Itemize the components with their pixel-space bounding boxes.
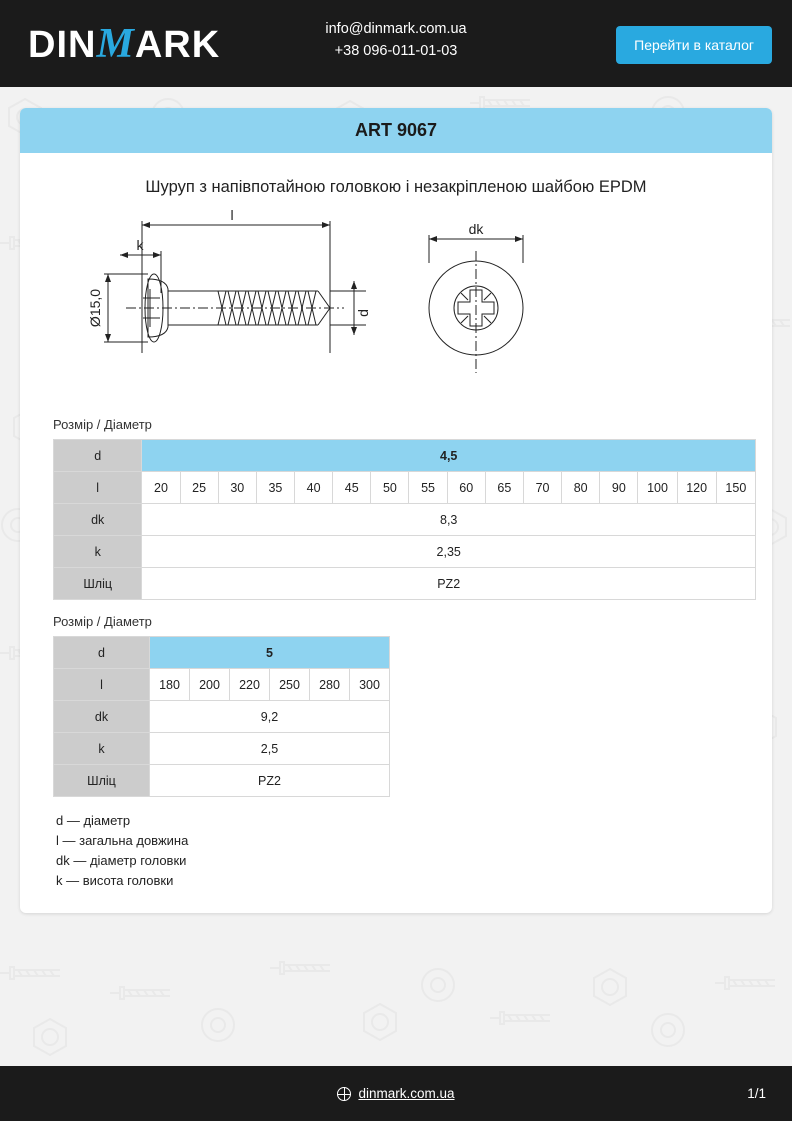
cell-l-12: 90 [600,472,638,504]
legend [56,811,756,891]
footer-site[interactable] [337,1086,454,1101]
table-row [54,765,390,797]
cell-l-9: 65 [485,472,523,504]
cell-l-13: 100 [638,472,677,504]
row-header-dk: dk [54,701,150,733]
cell-l-7: 55 [409,472,447,504]
row-header-l: l [54,472,142,504]
cell-l-10: 70 [523,472,561,504]
cell-dk-value: 9,2 [150,701,390,733]
row-header-dk: dk [54,504,142,536]
dim-label-d: d [355,309,371,317]
table-row [54,504,756,536]
cell-l-4: 40 [295,472,333,504]
cell-d-value: 4,5 [142,440,756,472]
dimensions-table-2 [53,636,390,797]
cell-k-value: 2,5 [150,733,390,765]
page-header [0,0,792,87]
page-footer [0,1066,792,1121]
table-row [54,440,756,472]
row-header-l: l [54,669,150,701]
go-to-catalog-button[interactable]: Перейти в каталог [616,26,772,64]
page-body [0,87,792,1066]
table-row [54,701,390,733]
cell-l-0: 180 [150,669,190,701]
row-header-shlic: Шліц [54,568,142,600]
legend-item-dk: dk — діаметр головки [56,853,187,868]
table-row [54,568,756,600]
cell-l-2: 30 [218,472,256,504]
cell-shlic-value: PZ2 [150,765,390,797]
cell-l-15: 150 [716,472,755,504]
row-header-shlic: Шліц [54,765,150,797]
cell-l-5: 300 [350,669,390,701]
cell-l-1: 200 [190,669,230,701]
row-header-d: d [54,440,142,472]
table-row [54,669,390,701]
product-name: Шуруп з напівпотайною головкою і незакріпленою шайбою EPDM [145,178,647,196]
cell-l-3: 250 [270,669,310,701]
dim-label-dk: dk [468,221,484,237]
logo-text-last: ARK [134,23,221,66]
globe-icon [337,1087,351,1101]
cell-l-2: 220 [230,669,270,701]
cell-d-value: 5 [150,637,390,669]
cell-l-8: 60 [447,472,485,504]
dim-label-l: l [230,207,234,223]
row-header-k: k [54,733,150,765]
contact-email[interactable]: info@dinmark.com.ua [325,21,467,37]
dimensions-table-1 [53,439,756,600]
footer-site-link[interactable]: dinmark.com.ua [358,1086,455,1101]
contact-phone[interactable]: +38 096-011-01-03 [334,43,458,59]
row-header-k: k [54,536,142,568]
dim-label-k: k [136,237,144,253]
cell-l-1: 25 [180,472,218,504]
table-row [54,472,756,504]
legend-item-k: k — висота головки [56,873,174,888]
cell-l-4: 280 [310,669,350,701]
dim-label-washer: Ø15,0 [87,288,103,328]
cell-l-11: 80 [562,472,600,504]
table-row [54,733,390,765]
table-row [54,637,390,669]
cell-l-0: 20 [142,472,180,504]
cell-l-3: 35 [256,472,294,504]
technical-drawing [86,203,706,403]
legend-item-d: d — діаметр [56,813,131,828]
cell-dk-value: 8,3 [142,504,756,536]
article-title: ART 9067 [20,108,772,153]
table-row [54,536,756,568]
cell-l-14: 120 [677,472,716,504]
row-header-d: d [54,637,150,669]
page-number: 1/1 [747,1086,766,1101]
cell-l-6: 50 [371,472,409,504]
table-1-label: Розмір / Діаметр [53,417,152,432]
table-2-label: Розмір / Діаметр [53,614,152,629]
cell-shlic-value: PZ2 [142,568,756,600]
logo-text-m: M [96,20,135,67]
logo-text-first: DIN [28,23,97,66]
brand-logo[interactable] [28,20,220,68]
cell-k-value: 2,35 [142,536,756,568]
legend-item-l: l — загальна довжина [56,833,189,848]
cell-l-5: 45 [333,472,371,504]
product-card [20,108,772,913]
